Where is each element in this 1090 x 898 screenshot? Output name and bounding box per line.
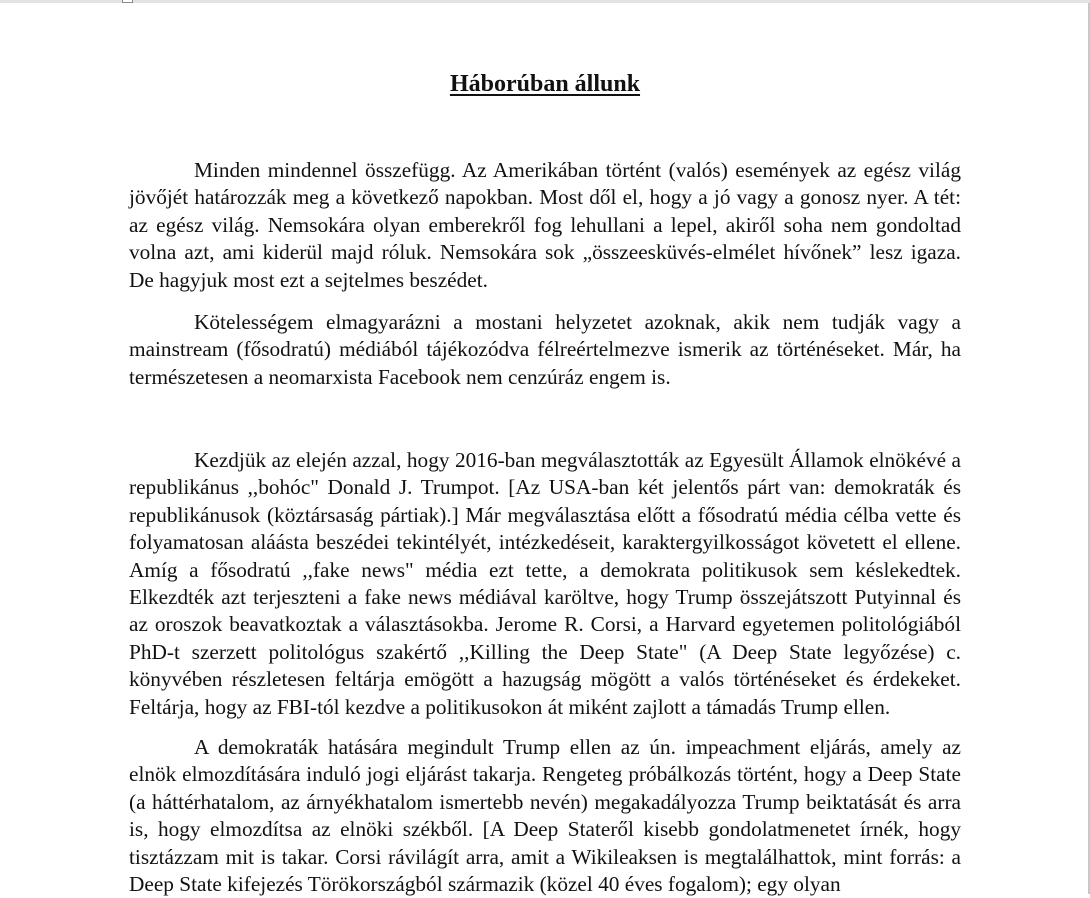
margin-marker — [122, 0, 133, 3]
ruler-strip — [0, 0, 1090, 3]
paragraph: Kezdjük az elején azzal, hogy 2016-ban megválasztották az Egyesült Államok elnökévé a republikánus ,,bohóc" Donald J. Trumpot. [Az USA-ban két jelentős párt van: demokraták és republikánusok (köztársaság pártiak).] Már megválasztása előtt a fősodratú média célba vette és folyamatosan aláásta beszédei tekintélyét, intézkedéseit, karaktergyilkosságot követett el ellene. Amíg a fősodratú ,,fake news" média ezt tette, a demokrata politikusok sem késlekedtek. Elkezdték azt terjeszteni a fake news médiával karöltve, hogy Trump összejátszott Putyinnal és az oroszok beavatkoztak a választásokba. Jerome R. Corsi, a Harvard egyetemen politológiából PhD-t szerzett politológus szakértő ,,Killing the Deep State" (A Deep State legyőzése) c. könyvében részletesen feltárja emögött a hazugság mögött a valós történéseket és érdekeket. Feltárja, hogy az FBI-tól kezdve a politikusokon át miként zajlott a támadás Trump ellen. — [129, 448, 961, 719]
paragraph: Minden mindennel összefügg. Az Amerikában történt (valós) események az egész világ jövőjét határozzák meg a következő napokban. Most dől el, hogy a jó vagy a gonosz nyer. A tét: az egész világ. Nemsokára olyan emberekről fog lehullani a lepel, akiről soha nem gondoltad volna azt, ami kiderül majd róluk. Nemsokára sok „összeesküvés-elmélet hívőnek” lesz igaza. De hagyjuk most ezt a sejtelmes beszédet. — [129, 158, 961, 292]
document-title: Háborúban állunk — [449, 71, 641, 97]
paragraph: A demokraták hatására megindult Trump ellen az ún. impeachment eljárás, amely az elnök elmozdítására induló jogi eljárást takarja. Rengeteg próbálkozás történt, hogy a Deep State (a háttérhatalom, az árnyékhatalom ismertebb nevén) megakadályozza Trump beiktatását és arra is, hogy elmozdítsa az elnöki székből. [A Deep Stateről kisebb gondolatmenetet írnék, hogy tisztázzam mit is takar. Corsi rávilágít arra, amit a Wikileaksen is megtalálhattok, mint forrás: a Deep State kifejezés Törökországból származik (közel 40 éves fogalom); egy olyan — [129, 735, 961, 897]
paragraph: Kötelességem elmagyarázni a mostani helyzetet azoknak, akik nem tudják vagy a mainstream (fősodratú) médiából tájékozódva félreértelmezve ismerik az történéseket. Már, ha természetesen a neomarxista Facebook nem cenzúráz engem is. — [129, 310, 961, 389]
